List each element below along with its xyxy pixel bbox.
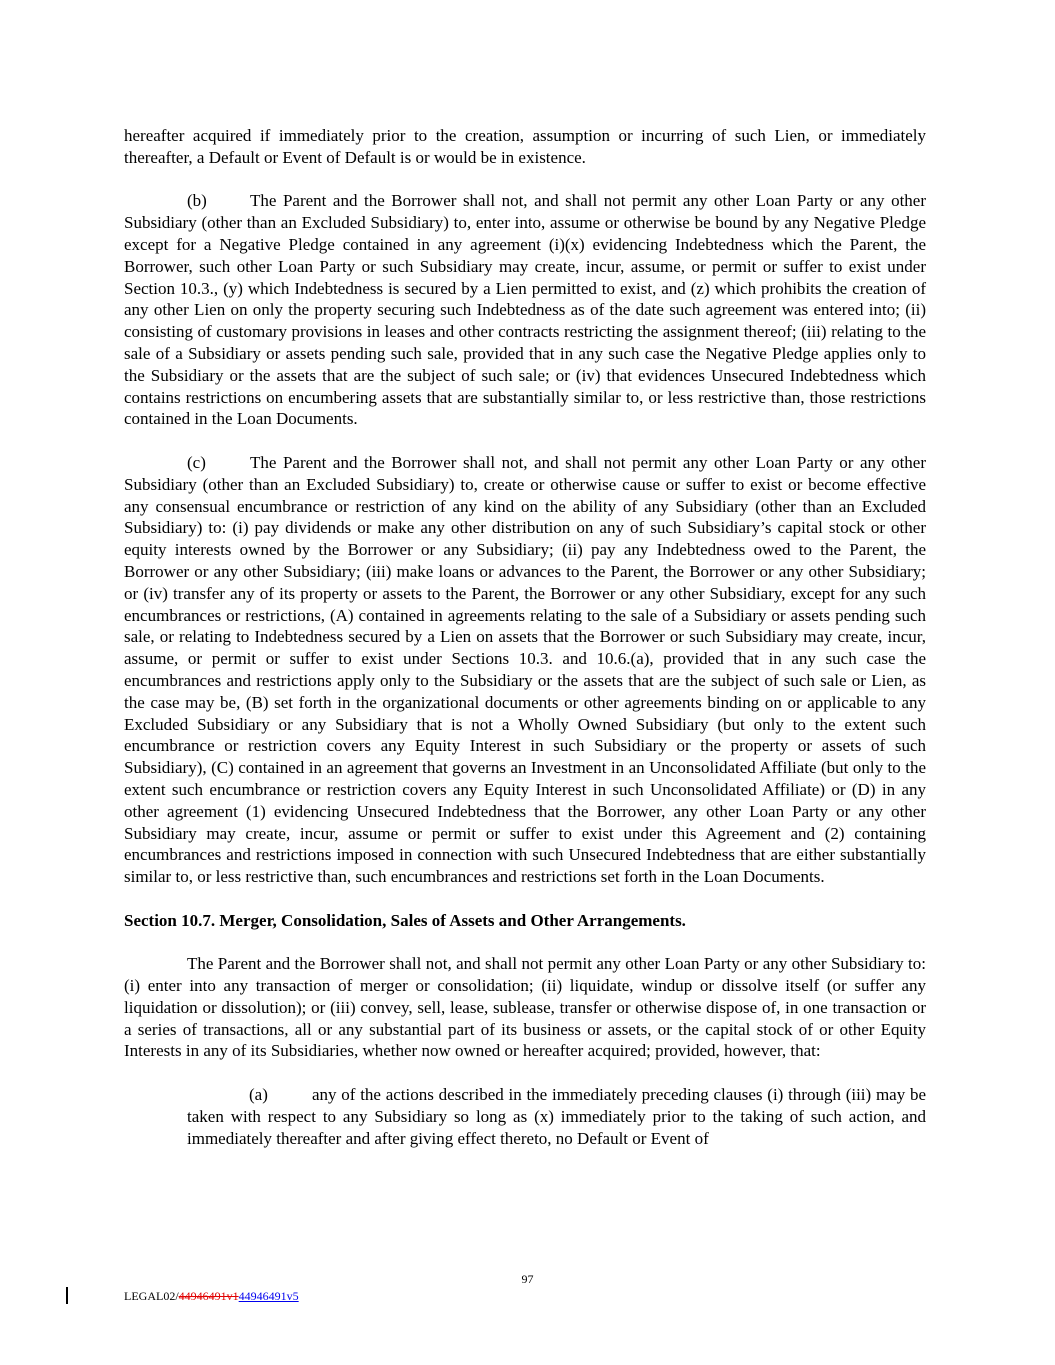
clause-b-paragraph	[124, 190, 926, 430]
clause-b-label: (b)	[187, 191, 207, 211]
document-id-deleted: 44946491v1	[178, 1289, 239, 1303]
clause-c-paragraph	[124, 452, 926, 888]
document-body	[124, 125, 926, 1149]
document-id-inserted: 44946491v5	[238, 1289, 299, 1303]
clause-b-text: The Parent and the Borrower shall not, and shall not permit any other Loan Party or any other Subsidiary (other than an Excluded Subsidiary) to, enter into, assume or otherwise be bound by any Negative Pledge except for a Negative Pledge contained in any agreement (i)(x) evidencing Indebtedness which the Parent, the Borrower, such other Loan Party or such Subsidiary may create, incur, assume, or permit or suffer to exist under Section 10.3., (y) which Indebtedness is secured by a Lien permitted to exist, and (z) which prohibits the creation of any other Lien on only the property securing such Indebtedness as of the date such agreement was entered into; (ii) consisting of customary provisions in leases and other contracts restricting the assignment thereof; (iii) relating to the sale of a Subsidiary or assets pending such sale, provided that in any such case the Negative Pledge applies only to the Subsidiary or the assets that are the subject of such sale; or (iv) that evidences Unsecured Indebtedness which contains restrictions on encumbering assets that are substantially similar to, or less restrictive than, those restrictions contained in the Loan Documents.	[124, 191, 926, 429]
section-heading: Section 10.7. Merger, Consolidation, Sales of Assets and Other Arrangements.	[124, 910, 686, 930]
page-number: 97	[521, 1272, 534, 1286]
clause-c-text: The Parent and the Borrower shall not, and shall not permit any other Loan Party or any other Subsidiary (other than an Excluded Subsidiary) to, create or otherwise cause or suffer to exist or become effective any consensual encumbrance or restriction of any kind on the ability of any Subsidiary (other than an Excluded Subsidiary) to: (i) pay dividends or make any other distribution on any of such Subsidiary’s capital stock or other equity interests owned by the Borrower or any Subsidiary; (ii) pay any Indebtedness owed to the Parent, the Borrower or any other Subsidiary; (iii) make loans or advances to the Parent, the Borrower or any other Subsidiary; or (iv) transfer any of its property or assets to the Parent, the Borrower or any other Subsidiary, except for any such encumbrances or restrictions, (A) contained in agreements relating to the sale of a Subsidiary or assets pending such sale, or relating to Indebtedness secured by a Lien on assets that the Borrower or such Subsidiary may create, incur, assume, or permit or suffer to exist under Sections 10.3. and 10.6.(a), provided that in any such case the encumbrances and restrictions apply only to the Subsidiary or the assets that are the subject of such sale or Lien, as the case may be, (B) set forth in the organizational documents or other agreements binding on or applicable to any Excluded Subsidiary or any Subsidiary that is not a Wholly Owned Subsidiary (but only to the extent such encumbrance or restriction covers any Equity Interest in such Subsidiary or the property or assets of such Subsidiary), (C) contained in an agreement that governs an Investment in an Unconsolidated Affiliate (but only to the extent such encumbrance or restriction covers any Equity Interest in such Unconsolidated Affiliate) or (D) in any other agreement (1) evidencing Unsecured Indebtedness that the Borrower, any other Loan Party or any other Subsidiary may create, incur, assume or permit or suffer to exist under this Agreement and (2) containing encumbrances and restrictions imposed in connection with such Unsecured Indebtedness that are either substantially similar to, or less restrictive than, such encumbrances and restrictions set forth in the Loan Documents.	[124, 452, 926, 887]
clause-a-paragraph	[187, 1084, 926, 1149]
document-id	[124, 1289, 299, 1303]
clause-a-label: (a)	[249, 1085, 268, 1105]
clause-a-text: any of the actions described in the immediately preceding clauses (i) through (iii) may be taken with respect to any Subsidiary so long as (x) immediately prior to the taking of such action, and immediately thereafter and after giving effect thereto, no Default or Event of	[187, 1085, 926, 1148]
merger-paragraph: The Parent and the Borrower shall not, and shall not permit any other Loan Party or any other Subsidiary to: (i) enter into any transaction of merger or consolidation; (ii) liquidate, windup or dissolve itself (or suffer any liquidation or dissolution); or (iii) convey, sell, lease, sublease, transfer or otherwise dispose of, in one transaction or a series of transactions, all or any substantial part of its business or assets, or the capital stock of or other Equity Interests in any of its Subsidiaries, whether now owned or hereafter acquired; provided, however, that:	[124, 954, 926, 1061]
document-id-prefix: LEGAL02/	[124, 1289, 179, 1303]
continuation-paragraph: hereafter acquired if immediately prior to the creation, assumption or incurring of such Lien, or immediately thereafter, a Default or Event of Default is or would be in existence.	[124, 126, 926, 167]
revision-change-bar	[66, 1287, 68, 1304]
clause-c-label: (c)	[187, 452, 206, 472]
